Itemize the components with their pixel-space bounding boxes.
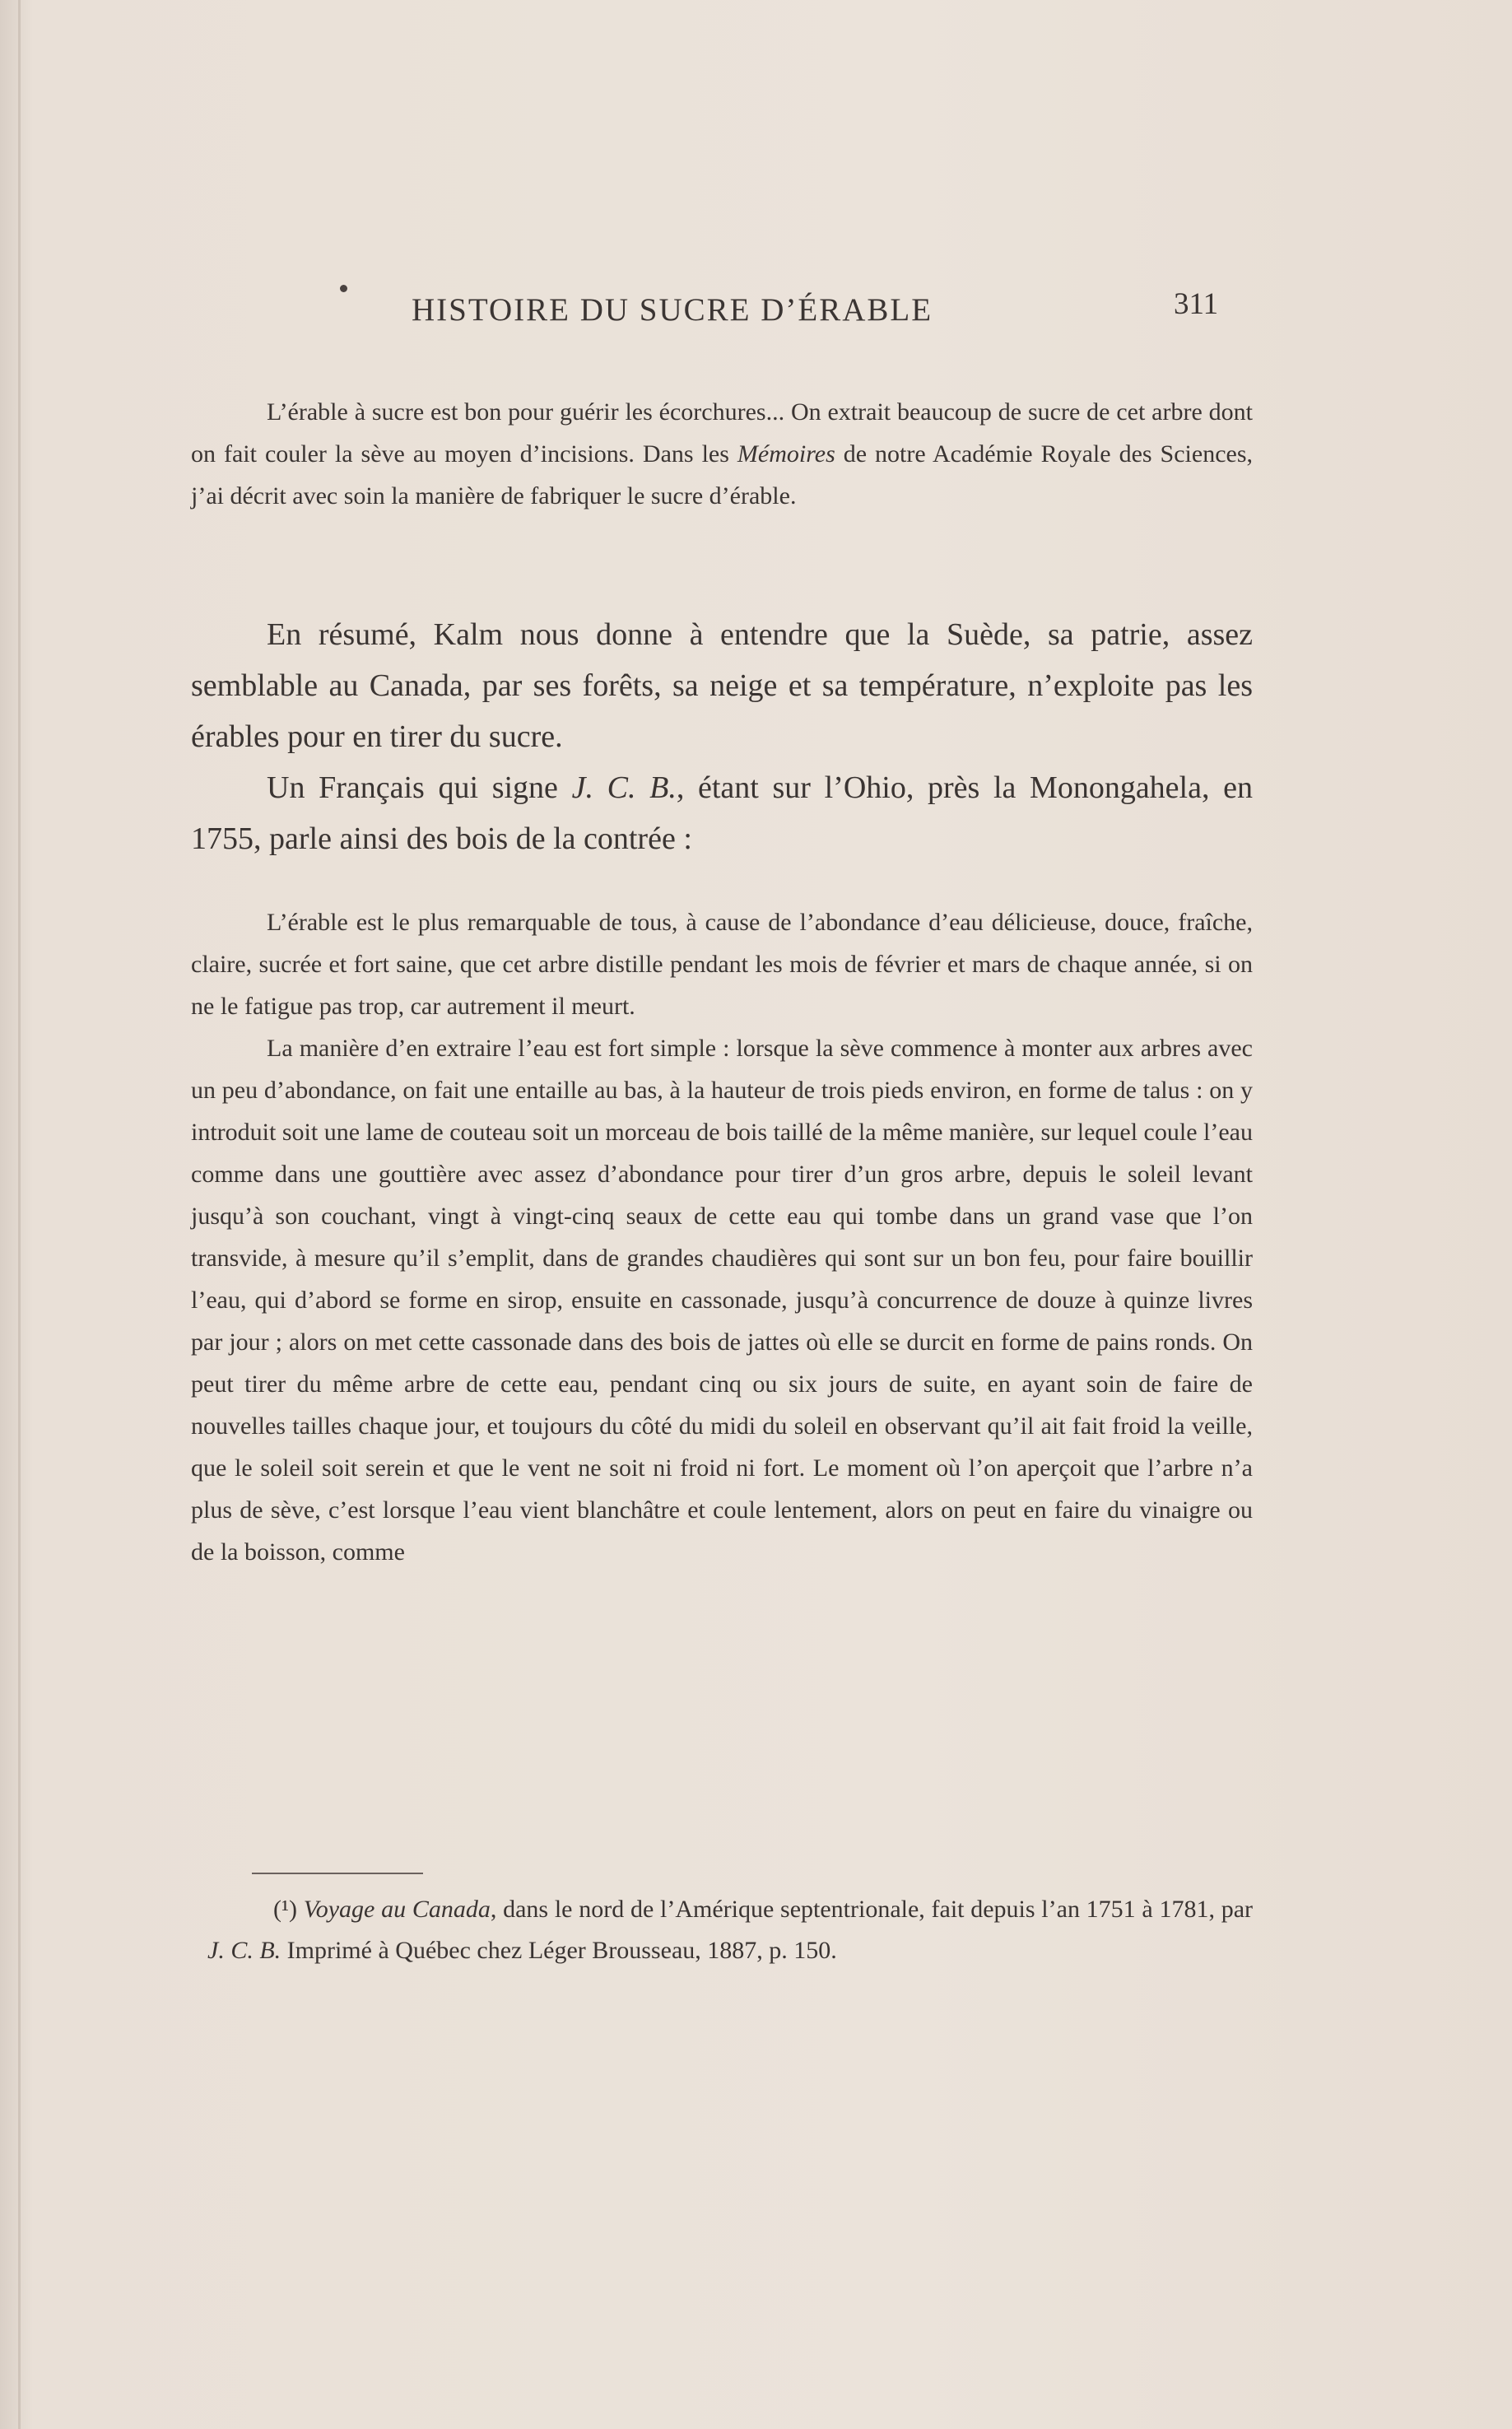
quote-block-2: [191, 901, 1253, 1573]
quote-block-1: [191, 391, 1253, 517]
quote-1-italic-title: Mémoires: [737, 440, 835, 468]
footnote-text-b: Imprimé à Québec chez Léger Brousseau, 1887, p. 150.: [281, 1937, 837, 1964]
main-paragraph-2-initials: J. C. B.: [571, 770, 677, 805]
main-paragraph-2-text-b: , étant sur l’Ohio, près la Monongahela, en 1755, parle ainsi des bois de la contrée :: [191, 770, 1253, 856]
main-paragraph-1: En résumé, Kalm nous donne à entendre que la Suède, sa patrie, assez semblable au Canada, par ses forêts, sa neige et sa température, n’exploite pas les érables pour en tirer du sucre.: [191, 617, 1253, 754]
footnote-text-a: , dans le nord de l’Amérique septentrionale, fait depuis l’an 1751 à 1781, par: [490, 1896, 1254, 1923]
footnote: [207, 1889, 1253, 1971]
page-binding-edge: [18, 0, 21, 2429]
footnote-author-initials: J. C. B.: [207, 1937, 281, 1964]
footnote-text: [207, 1889, 1253, 1971]
main-paragraph-2-text-a: Un Français qui signe: [267, 770, 572, 805]
quote-1-text-a: L’érable à sucre est bon pour guérir les écorchures... On extrait beaucoup de sucre de cet arbre dont on fait couler la sève au moyen d’incisions. Dans les: [191, 398, 1253, 468]
footnote-divider: [252, 1873, 423, 1874]
main-text-block: [191, 609, 1253, 864]
footnote-mark: (¹): [273, 1896, 297, 1923]
page-header: [0, 285, 1512, 334]
quote-2-paragraph-2: La manière d’en extraire l’eau est fort simple : lorsque la sève commence à monter aux arbres avec un peu d’abondance, on fait une entaille au bas, à la hauteur de trois pieds environ, en forme de talus : on y introduit soit une lame de couteau soit un morceau de bois taillé de la même manière, sur lequel coule l’eau comme dans une gouttière avec assez d’abondance pour tirer d’un gros arbre, depuis le soleil levant jusqu’à son couchant, vingt à vingt-cinq seaux de cette eau qui tombe dans un grand vase que l’on transvide, à mesure qu’il s’emplit, dans de grandes chaudières qui sont sur un bon feu, pour faire bouillir l’eau, qui d’abord se forme en sirop, ensuite en cassonade, jusqu’à concurrence de douze à quinze livres par jour ; alors on met cette cassonade dans des bois de jattes où elle se durcit en forme de pains ronds. On peut tirer du même arbre de cette eau, pendant cinq ou six jours de suite, en ayant soin de faire de nouvelles tailles chaque jour, et toujours du côté du midi du soleil en observant qu’il ait fait froid la veille, que le soleil soit serein et que le vent ne soit ni froid ni fort. Le moment où l’on aperçoit que l’arbre n’a plus de sève, c’est lorsque l’eau vient blanchâtre et coule lentement, alors on peut en faire du vinaigre ou de la boisson, comme: [191, 1035, 1253, 1566]
quote-1-text-b: de notre Académie Royale des Sciences, j’ai décrit avec soin la manière de fabriquer le sucre d’érable.: [191, 440, 1253, 510]
quote-1-paragraph: [191, 391, 1253, 517]
quote-2-paragraph-1: L’érable est le plus remarquable de tous, à cause de l’abondance d’eau délicieuse, douce, fraîche, claire, sucrée et fort saine, que cet arbre distille pendant les mois de février et mars de chaque année, si on ne le fatigue pas trop, car autrement il meurt.: [191, 909, 1253, 1020]
main-paragraph-2: [191, 762, 1253, 864]
footnote-italic-title: Voyage au Canada: [303, 1896, 491, 1923]
running-title: HISTOIRE DU SUCRE D’ÉRABLE: [412, 292, 933, 328]
page-number: 311: [1174, 287, 1219, 321]
ink-dot: [340, 285, 347, 292]
